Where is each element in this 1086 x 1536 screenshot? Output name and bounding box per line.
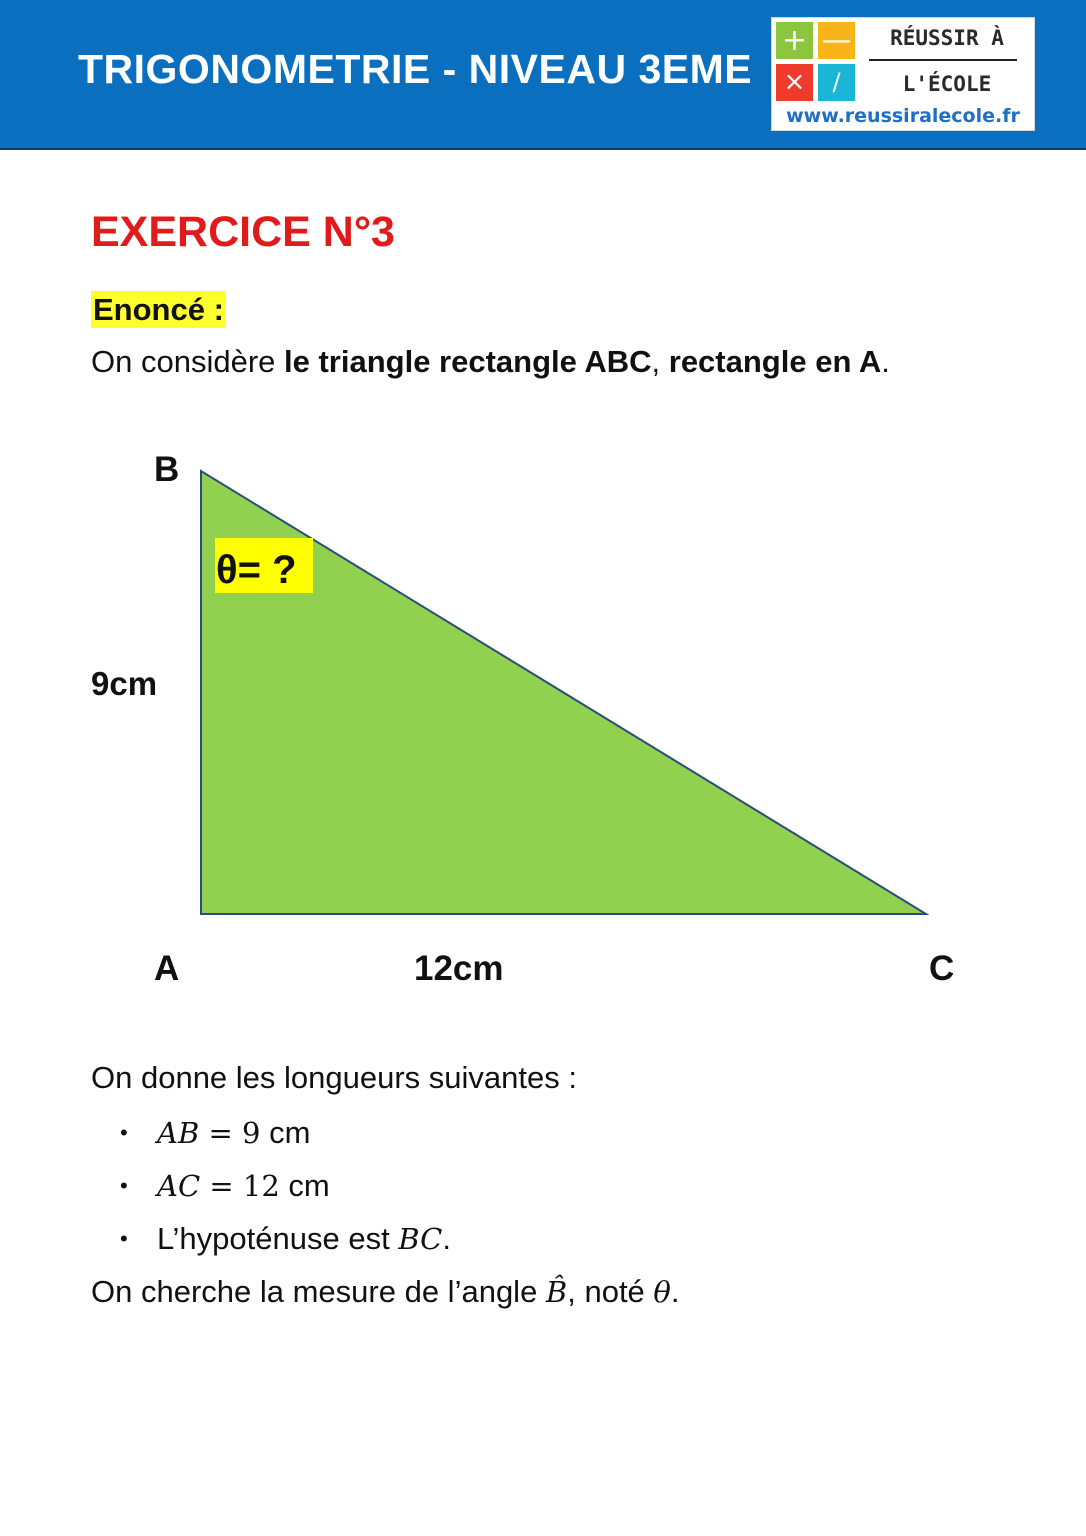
plus-icon: + — [776, 22, 813, 59]
lengths-list — [120, 1110, 451, 1269]
intro-text-1: On considère — [91, 344, 284, 379]
minus-icon: — — [818, 22, 855, 59]
vertex-a-label: A — [154, 949, 180, 988]
angle-label: θ= ? — [216, 548, 297, 592]
triangle-figure — [0, 430, 1086, 1030]
logo-divider — [869, 59, 1017, 61]
page-header — [0, 0, 1086, 150]
intro-text-3: . — [881, 344, 890, 379]
vertex-b-label: B — [154, 450, 180, 489]
logo-text-bottom: L'ÉCOLE — [902, 72, 992, 96]
intro-bold-1: le triangle rectangle ABC — [284, 344, 652, 379]
intro-text-2: , — [651, 344, 669, 379]
enonce-label: Enoncé : — [93, 292, 224, 327]
theta-symbol: θ — [653, 1275, 671, 1309]
side-ab-label: 9cm — [91, 665, 158, 702]
lengths-intro: On donne les longueurs suivantes : — [91, 1060, 577, 1095]
question-sentence: On cherche la mesure de l’angle B̂, noté θ. — [91, 1274, 680, 1309]
vertex-c-label: C — [929, 949, 955, 988]
logo-url: www.reussiralecole.fr — [786, 105, 1020, 127]
angle-b-symbol: B̂ — [545, 1275, 568, 1309]
triangle-abc — [201, 471, 926, 914]
logo-text-top: RÉUSSIR À — [890, 26, 1004, 50]
times-icon: × — [776, 64, 813, 101]
intro-bold-2: rectangle en A — [668, 344, 882, 379]
side-ac-label: 12cm — [414, 949, 504, 988]
list-item: • L’hypoténuse est BC. — [120, 1216, 451, 1269]
logo — [771, 17, 1035, 131]
list-item: • AC = 12 cm — [120, 1163, 451, 1216]
intro-sentence — [91, 343, 890, 381]
divide-icon: ∕ — [818, 64, 855, 101]
page-title: TRIGONOMETRIE - NIVEAU 3EME — [78, 46, 753, 92]
exercise-title: EXERCICE N°3 — [91, 208, 395, 256]
list-item: • AB = 9 cm — [120, 1110, 451, 1163]
